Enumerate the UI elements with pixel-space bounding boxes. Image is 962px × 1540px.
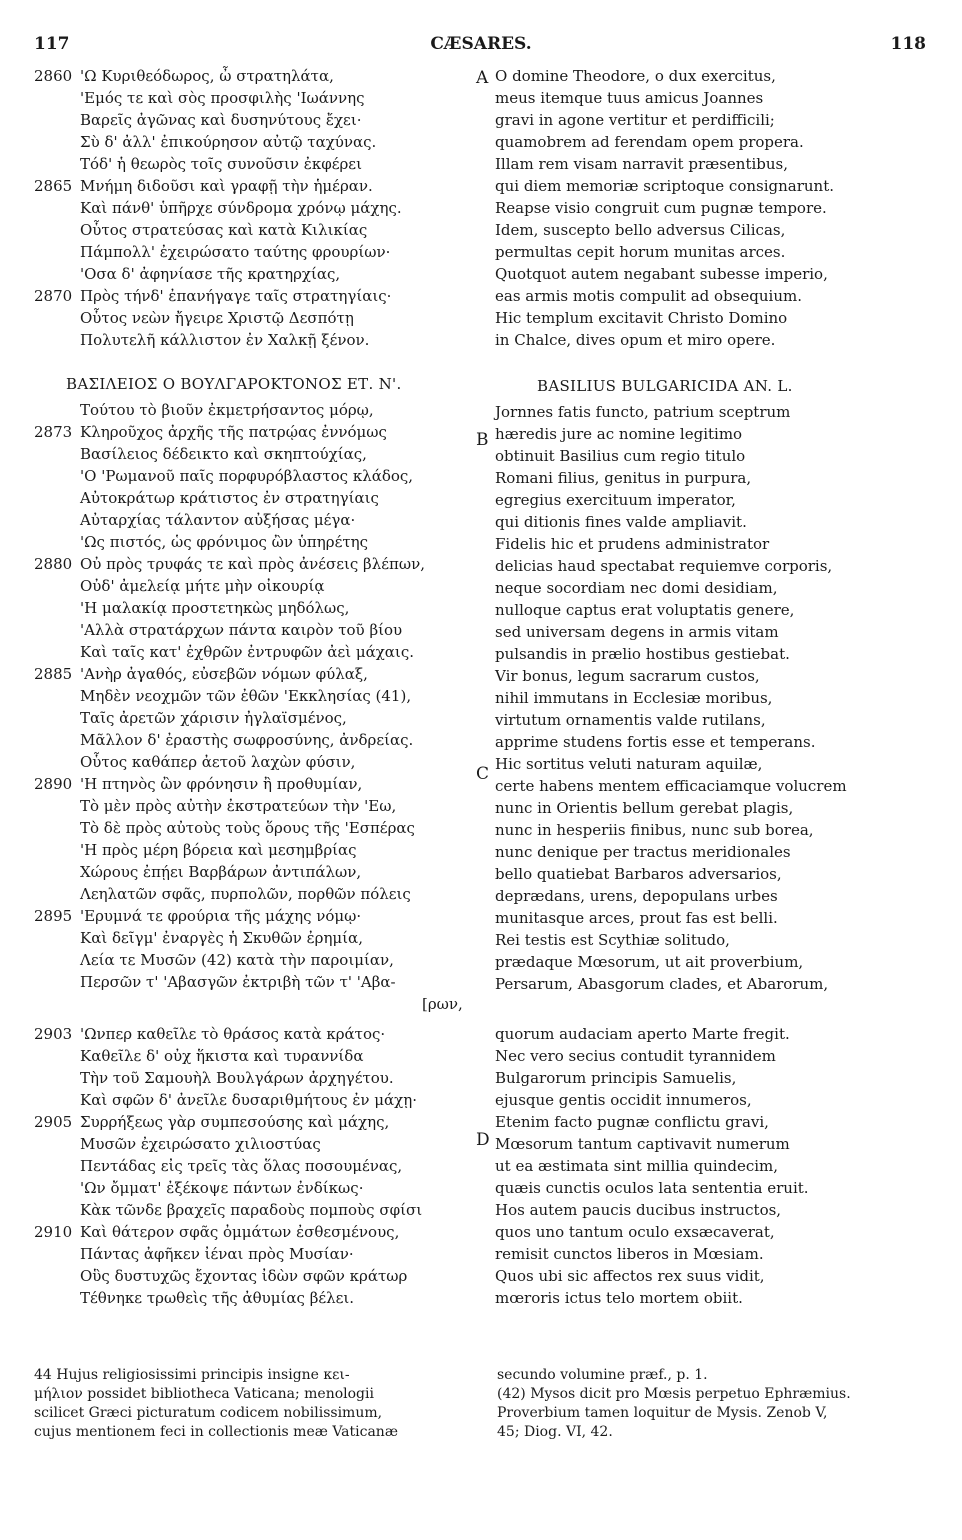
greek-verse-line: 'Ανὴρ ἀγαθός, εὐσεβῶν νόμων φύλαξ, bbox=[80, 665, 368, 683]
latin-verse-line: sed universam degens in armis vitam bbox=[495, 623, 779, 641]
greek-verse-line: Σὺ δ' ἀλλ' ἐπικούρησον αὐτῷ ταχύνας. bbox=[80, 133, 377, 151]
greek-verse-line: Πεντάδας εἰς τρεῖς τὰς ὅλας ποσουμένας, bbox=[80, 1157, 403, 1175]
latin-verse-line: permultas cepit horum munitas arces. bbox=[495, 243, 786, 261]
greek-verse-line: Κληροῦχος ἀρχῆς τῆς πατρῴας ἐννόμως bbox=[80, 423, 387, 441]
latin-verse-line: Rei testis est Scythiæ solitudo, bbox=[495, 931, 730, 949]
latin-verse-line: mœroris ictus telo mortem obiit. bbox=[495, 1289, 743, 1307]
greek-verse-continuation: [ρων, bbox=[422, 995, 463, 1013]
greek-verse-line: Πάμπολλ' ἐχειρώσατο ταύτης φρουρίων· bbox=[80, 243, 391, 261]
latin-verse-line: nunc denique per tractus meridionales bbox=[495, 843, 791, 861]
latin-verse-line: quorum audaciam aperto Marte fregit. bbox=[495, 1025, 790, 1043]
greek-verse-line: Βασίλειος δέδεικτο καὶ σκηπτούχίας, bbox=[80, 445, 367, 463]
greek-verse-line: 'Η πρὸς μέρη βόρεια καὶ μεσημβρίας bbox=[80, 841, 357, 859]
section-letter: C bbox=[476, 764, 490, 784]
greek-verse-line: 'Η πτηνὸς ὢν φρόνησιν ἢ προθυμίαν, bbox=[80, 775, 363, 793]
latin-verse-line: Jornnes fatis functo, patrium sceptrum bbox=[495, 403, 791, 421]
latin-verse-line: neque socordiam nec domi desidiam, bbox=[495, 579, 778, 597]
latin-verse-line: nulloque captus erat voluptatis genere, bbox=[495, 601, 795, 619]
latin-verse-line: Hic templum excitavit Christo Domino bbox=[495, 309, 788, 327]
latin-verse-line: virtutum ornamentis valde rutilans, bbox=[495, 711, 766, 729]
greek-verse-line: 'Η μαλακίᾳ προστετηκὼς μηδόλως, bbox=[80, 599, 350, 617]
latin-verse-line: nunc in hesperiis finibus, nunc sub borea, bbox=[495, 821, 814, 839]
greek-verse-line: Τούτου τὸ βιοῦν ἐκμετρήσαντος μόρῳ, bbox=[80, 401, 374, 419]
greek-verse-line: Τόδ' ἡ θεωρὸς τοῖς συνοῦσιν ἐκφέρει bbox=[80, 155, 362, 173]
greek-verse-line: Μηδὲν νεοχμῶν τῶν ἐθῶν 'Εκκλησίας (41), bbox=[80, 687, 412, 705]
latin-verse-line: Reapse visio congruit cum pugnæ tempore. bbox=[495, 199, 827, 217]
greek-verse-line: Οὗτος στρατεύσας καὶ κατὰ Κιλικίας bbox=[80, 221, 368, 239]
latin-verse-line: quæis cunctis oculos lata sententia eruit. bbox=[495, 1179, 809, 1197]
section-letter: B bbox=[476, 430, 489, 450]
latin-verse-line: Mœsorum tantum captivavit numerum bbox=[495, 1135, 790, 1153]
footnote-line: μήλιον possidet bibliotheca Vaticana; menologii bbox=[34, 1386, 374, 1402]
verse-number: 2885 bbox=[34, 665, 73, 683]
latin-verse-line: gravi in agone vertitur et perdifficili; bbox=[495, 111, 775, 129]
greek-verse-line: 'Οσα δ' ἀφηνίασε τῆς κρατηρχίας, bbox=[80, 265, 341, 283]
latin-verse-line: Persarum, Abasgorum clades, et Abarorum, bbox=[495, 975, 829, 993]
latin-verse-line: remisit cunctos liberos in Mœsiam. bbox=[495, 1245, 764, 1263]
greek-verse-line: 'Ο 'Ρωμανοῦ παῖς πορφυρόβλαστος κλάδος, bbox=[80, 467, 414, 485]
latin-verse-line: nihil immutans in Ecclesiæ moribus, bbox=[495, 689, 773, 707]
latin-verse-line: Etenim facto pugnæ conflictu gravi, bbox=[495, 1113, 769, 1131]
footnote-line: (42) Mysos dicit pro Mœsis perpetuo Ephræmius. bbox=[497, 1386, 851, 1402]
footnote-line: secundo volumine præf., p. 1. bbox=[497, 1367, 708, 1383]
greek-verse-line: Καὶ θάτερον σφᾶς ὀμμάτων ἐσθεσμένους, bbox=[80, 1223, 400, 1241]
verse-number: 2865 bbox=[34, 177, 73, 195]
latin-verse-line: qui diem memoriæ scriptoque consignarunt. bbox=[495, 177, 835, 195]
latin-verse-line: prædaque Mœsorum, ut ait proverbium, bbox=[495, 953, 804, 971]
greek-verse-line: Τὸ δὲ πρὸς αὐτοὺς τοὺς ὅρους τῆς 'Εσπέρας bbox=[80, 819, 415, 837]
verse-number: 2903 bbox=[34, 1025, 73, 1043]
greek-verse-line: 'Ως πιστός, ὡς φρόνιμος ὢν ὑπηρέτης bbox=[80, 533, 369, 551]
greek-verse-line: Χώρους ἐπῄει Βαρβάρων ἀντιπάλων, bbox=[80, 863, 362, 881]
latin-verse-line: apprime studens fortis esse et temperans. bbox=[495, 733, 816, 751]
greek-verse-line: Οὐδ' ἀμελείᾳ μήτε μὴν οἰκουρίᾳ bbox=[80, 577, 325, 595]
greek-verse-line: Περσῶν τ' 'Αβασγῶν ἐκτριβὴ τῶν τ' 'Αβα- bbox=[80, 973, 396, 991]
footnote-line: scilicet Græci picturatum codicem nobilissimum, bbox=[34, 1405, 383, 1421]
section-letter: D bbox=[476, 1130, 490, 1150]
latin-verse-line: qui ditionis fines valde ampliavit. bbox=[495, 513, 747, 531]
greek-verse-line: 'Ω Κυριθεόδωρος, ὦ στρατηλάτα, bbox=[80, 67, 334, 85]
greek-verse-line: Αὐταρχίας τάλαντον αὐξήσας μέγα· bbox=[80, 511, 356, 529]
latin-verse-line: Bulgarorum principis Samuelis, bbox=[495, 1069, 737, 1087]
latin-verse-line: delicias haud spectabat requiemve corporis, bbox=[495, 557, 833, 575]
footnote-line: cujus mentionem feci in collectionis meæ Vaticanæ bbox=[34, 1424, 398, 1440]
verse-number: 2905 bbox=[34, 1113, 73, 1131]
greek-verse-line: Πολυτελῆ κάλλιστον ἐν Χαλκῇ ξένον. bbox=[80, 331, 370, 349]
section-letter: A bbox=[476, 68, 489, 88]
latin-verse-line: O domine Theodore, o dux exercitus, bbox=[495, 67, 776, 85]
latin-verse-line: Quotquot autem negabant subesse imperio, bbox=[495, 265, 828, 283]
greek-verse-line: Πάντας ἀφῆκεν ἰέναι πρὸς Μυσίαν· bbox=[80, 1245, 354, 1263]
verse-number: 2880 bbox=[34, 555, 73, 573]
latin-verse-line: Hic sortitus veluti naturam aquilæ, bbox=[495, 755, 763, 773]
footnote-line: 44 Hujus religiosissimi principis insigne κει- bbox=[34, 1367, 350, 1383]
latin-verse-line: nunc in Orientis bellum gerebat plagis, bbox=[495, 799, 794, 817]
latin-verse-line: obtinuit Basilius cum regio titulo bbox=[495, 447, 746, 465]
page-number-left: 117 bbox=[34, 34, 70, 54]
verse-number: 2873 bbox=[34, 423, 73, 441]
greek-verse-line: Βαρεῖς ἀγῶνας καὶ δυσηνύτους ἔχει· bbox=[80, 111, 362, 129]
latin-verse-line: Nec vero secius contudit tyrannidem bbox=[495, 1047, 776, 1065]
greek-verse-line: Αὐτοκράτωρ κράτιστος ἐν στρατηγίαις bbox=[80, 489, 379, 507]
greek-verse-line: 'Ωνπερ καθεῖλε τὸ θράσος κατὰ κράτος· bbox=[80, 1025, 386, 1043]
latin-verse-line: meus itemque tuus amicus Joannes bbox=[495, 89, 764, 107]
greek-section-heading: ΒΑΣΙΛΕΙΟΣ Ο ΒΟΥΛΓΑΡΟΚΤΟΝΟΣ ΕΤ. Ν'. bbox=[66, 375, 402, 393]
greek-verse-line: Ταῖς ἀρετῶν χάρισιν ἠγλαϊσμένος, bbox=[80, 709, 347, 727]
verse-number: 2910 bbox=[34, 1223, 73, 1241]
latin-verse-line: ut ea æstimata sint millia quindecim, bbox=[495, 1157, 779, 1175]
greek-verse-line: Μυσῶν ἐχειρώσατο χιλιοστύας bbox=[80, 1135, 321, 1153]
verse-number: 2890 bbox=[34, 775, 73, 793]
latin-verse-line: bello quatiebat Barbaros adversarios, bbox=[495, 865, 782, 883]
latin-verse-line: Quos ubi sic affectos rex suus vidit, bbox=[495, 1267, 765, 1285]
latin-verse-line: deprædans, urens, depopulans urbes bbox=[495, 887, 778, 905]
greek-verse-line: Συρρήξεως γὰρ συμπεσούσης καὶ μάχης, bbox=[80, 1113, 390, 1131]
greek-verse-line: Οὗτος καθάπερ ἀετοῦ λαχὼν φύσιν, bbox=[80, 753, 356, 771]
greek-verse-line: Μνήμη διδοῦσι καὶ γραφῇ τὴν ἡμέραν. bbox=[80, 177, 373, 195]
running-head: CÆSARES. bbox=[430, 34, 532, 54]
verse-number: 2895 bbox=[34, 907, 73, 925]
latin-verse-line: pulsandis in prælio hostibus gestiebat. bbox=[495, 645, 790, 663]
greek-verse-line: Μᾶλλον δ' ἐραστὴς σωφροσύνης, ἀνδρείας. bbox=[80, 731, 414, 749]
greek-verse-line: Πρὸς τήνδ' ἐπανήγαγε ταῖς στρατηγίαις· bbox=[80, 287, 392, 305]
latin-verse-line: certe habens mentem efficaciamque volucrem bbox=[495, 777, 847, 795]
latin-verse-line: quamobrem ad ferendam opem propera. bbox=[495, 133, 804, 151]
verse-number: 2870 bbox=[34, 287, 73, 305]
latin-verse-line: eas armis motis compulit ad obsequium. bbox=[495, 287, 802, 305]
greek-verse-line: Καὶ σφῶν δ' ἀνεῖλε δυσαριθμήτους ἐν μάχῃ· bbox=[80, 1091, 417, 1109]
latin-verse-line: Fidelis hic et prudens administrator bbox=[495, 535, 770, 553]
latin-verse-line: Romani filius, genitus in purpura, bbox=[495, 469, 752, 487]
latin-verse-line: Vir bonus, legum sacrarum custos, bbox=[495, 667, 760, 685]
greek-verse-line: Λεία τε Μυσῶν (42) κατὰ τὴν παροιμίαν, bbox=[80, 951, 394, 969]
latin-section-heading: BASILIUS BULGARICIDA AN. L. bbox=[537, 377, 793, 395]
greek-verse-line: Οὐ πρὸς τρυφάς τε καὶ πρὸς ἀνέσεις βλέπων, bbox=[80, 555, 425, 573]
footnote-line: 45; Diog. VI, 42. bbox=[497, 1424, 613, 1440]
latin-verse-line: egregius exercituum imperator, bbox=[495, 491, 736, 509]
greek-verse-line: 'Αλλὰ στρατάρχων πάντα καιρὸν τοῦ βίου bbox=[80, 621, 403, 639]
greek-verse-line: Τὸ μὲν πρὸς αὐτὴν ἐκστρατεύων τὴν 'Εω, bbox=[80, 797, 397, 815]
greek-verse-line: Καὶ δεῖγμ' ἐναργὲς ἡ Σκυθῶν ἐρημία, bbox=[80, 929, 363, 947]
latin-verse-line: Illam rem visam narravit præsentibus, bbox=[495, 155, 789, 173]
latin-verse-line: Idem, suscepto bello adversus Cilicas, bbox=[495, 221, 786, 239]
greek-verse-line: Οὗτος νεὼν ἤγειρε Χριστῷ Δεσπότῃ bbox=[80, 309, 354, 327]
greek-verse-line: 'Εμός τε καὶ σὸς προσφιλὴς 'Ιωάννης bbox=[80, 89, 365, 107]
greek-verse-line: 'Ων ὄμματ' ἐξέκοψε πάντων ἐνδίκως· bbox=[80, 1179, 364, 1197]
greek-verse-line: Καὶ ταῖς κατ' ἐχθρῶν ἐντρυφῶν ἀεὶ μάχαις. bbox=[80, 643, 414, 661]
greek-verse-line: Καθεῖλε δ' οὐχ ἥκιστα καὶ τυραννίδα bbox=[80, 1047, 364, 1065]
latin-verse-line: hæredis jure ac nomine legitimo bbox=[495, 425, 743, 443]
latin-verse-line: ejusque gentis occidit innumeros, bbox=[495, 1091, 752, 1109]
latin-verse-line: in Chalce, dives opum et miro opere. bbox=[495, 331, 776, 349]
greek-verse-line: Καὶ πάνθ' ὑπῆρχε σύνδρομα χρόνῳ μάχης. bbox=[80, 199, 402, 217]
greek-verse-line: 'Ερυμνά τε φρούρια τῆς μάχης νόμῳ· bbox=[80, 907, 362, 925]
greek-verse-line: Τὴν τοῦ Σαμουὴλ Βουλγάρων ἀρχηγέτου. bbox=[80, 1069, 394, 1087]
latin-verse-line: quos uno tantum oculo exsæcaverat, bbox=[495, 1223, 775, 1241]
greek-verse-line: Οὓς δυστυχῶς ἔχοντας ἰδὼν σφῶν κράτωρ bbox=[80, 1267, 408, 1285]
greek-verse-line: Κὰκ τῶνδε βραχεῖς παραδοὺς πομποὺς σφίσι bbox=[80, 1201, 423, 1219]
latin-verse-line: munitasque arces, prout fas est belli. bbox=[495, 909, 778, 927]
latin-verse-line: Hos autem paucis ducibus instructos, bbox=[495, 1201, 782, 1219]
page-number-right: 118 bbox=[890, 34, 926, 54]
greek-verse-line: Λεηλατῶν σφᾶς, πυρπολῶν, πορθῶν πόλεις bbox=[80, 885, 411, 903]
footnote-line: Proverbium tamen loquitur de Mysis. Zenob V, bbox=[497, 1405, 828, 1421]
greek-verse-line: Τέθνηκε τρωθεὶς τῆς ἀθυμίας βέλει. bbox=[80, 1289, 355, 1307]
verse-number: 2860 bbox=[34, 67, 73, 85]
